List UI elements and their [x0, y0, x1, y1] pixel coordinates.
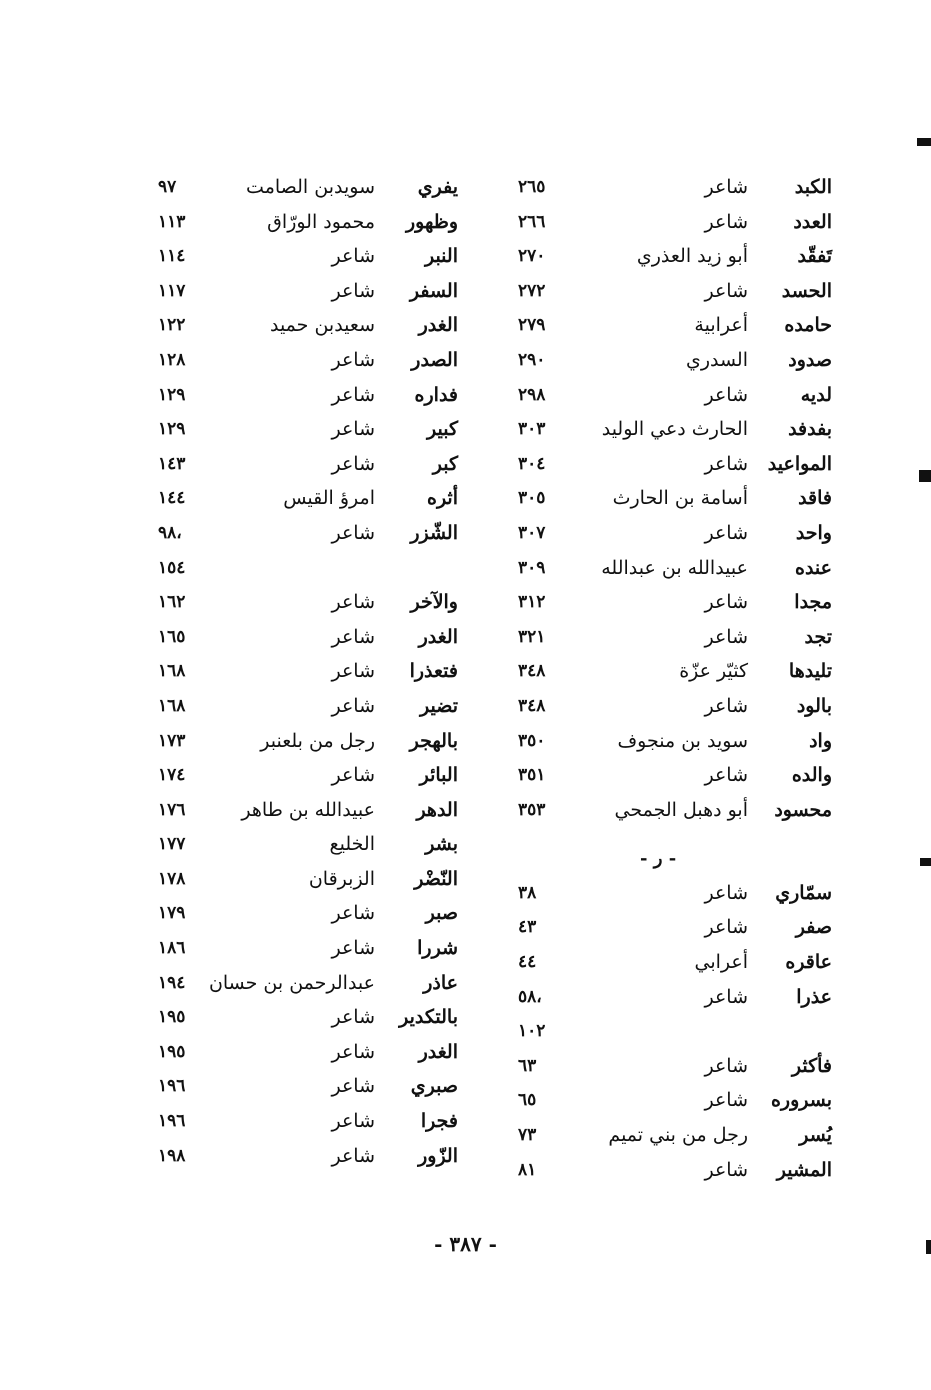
index-row [500, 585, 840, 620]
page-ref: ١٢٢ [158, 315, 186, 336]
rhyme-word: أثره [426, 487, 458, 510]
rhyme-word: الغدر [418, 314, 458, 337]
poet-name: سويد بن منجوف [617, 729, 748, 752]
poet-name: شاعر [331, 452, 375, 475]
index-row [500, 980, 840, 1015]
page-ref: ١٧٧ [158, 834, 186, 855]
page-ref: ٩٨، [158, 522, 182, 543]
rhyme-word: والده [791, 764, 832, 787]
index-row [500, 481, 840, 516]
poet-name: شاعر [331, 521, 375, 544]
page-ref: ٣٥١ [518, 765, 546, 786]
index-row [500, 689, 840, 724]
poet-name: شاعر [704, 764, 748, 787]
index-row [500, 620, 840, 655]
poet-name: شاعر [704, 176, 748, 198]
binding-mark [917, 138, 931, 146]
page-ref: ٥٨، [518, 986, 542, 1007]
rhyme-word: والآخر [410, 591, 458, 614]
index-row [140, 689, 470, 724]
index-row [140, 239, 470, 274]
page-number: - ٣٨٧ - [434, 1232, 497, 1256]
rhyme-word: تضير [420, 694, 458, 717]
page-ref: ٢٧٩ [518, 315, 546, 336]
rhyme-word: لديه [800, 383, 832, 406]
index-row [500, 412, 840, 447]
rhyme-word: وظهور [405, 210, 458, 233]
rhyme-word: فداره [414, 383, 458, 406]
index-row [140, 620, 470, 655]
index-row [140, 516, 470, 551]
index-row [500, 516, 840, 551]
poet-name: شاعر [331, 937, 375, 960]
page-ref: ٣٢١ [518, 626, 546, 647]
rhyme-word: شررا [417, 937, 458, 960]
poet-name: رجل من بلعنبر [260, 729, 375, 752]
poet-name: محمود الورّاق [267, 210, 375, 233]
page-ref: ٢٧٢ [518, 280, 546, 301]
rhyme-word: السفر [409, 279, 458, 302]
page-ref: ٩٧ [158, 177, 177, 197]
poet-name: شاعر [704, 625, 748, 648]
poet-name: رجل من بني تميم [608, 1124, 748, 1147]
page-ref: ١٢٨ [158, 349, 186, 370]
poet-name: شاعر [704, 383, 748, 406]
page-ref: ٢٩٨ [518, 384, 546, 405]
poet-name: شاعر [331, 418, 375, 441]
page-ref: ٢٧٠ [518, 246, 546, 267]
page-ref: ١٨٦ [158, 938, 186, 959]
rhyme-word: الكبد [794, 176, 832, 198]
index-row [500, 793, 840, 828]
binding-mark [926, 1240, 931, 1254]
page-ref: ١١٣ [158, 211, 186, 232]
page-ref: ٣٠٣ [518, 419, 546, 440]
poet-name: شاعر [331, 245, 375, 268]
rhyme-word: محسود [774, 798, 832, 821]
page-ref: ٣٨ [518, 882, 537, 903]
page-ref: ٤٣ [518, 917, 537, 938]
index-column-right [500, 170, 840, 1187]
index-row [140, 931, 470, 966]
rhyme-word: فأكثر [791, 1054, 832, 1077]
index-row [500, 378, 840, 413]
poet-name: شاعر [704, 1089, 748, 1112]
index-row [140, 481, 470, 516]
rhyme-word: المواعيد [767, 452, 832, 475]
page-ref: ١٦٢ [158, 592, 186, 613]
rhyme-word: صبري [410, 1075, 458, 1098]
poet-name: شاعر [331, 625, 375, 648]
page-ref: ٦٣ [518, 1055, 537, 1076]
section-heading-ra: - ر - [640, 848, 677, 869]
index-row [500, 551, 840, 586]
poet-name: شاعر [704, 521, 748, 544]
page-ref: ٣٠٩ [518, 557, 546, 578]
index-row [140, 205, 470, 240]
index-row [500, 910, 840, 945]
poet-name: عبيدالله بن عبدالله [601, 556, 748, 579]
rhyme-word: عاذر [423, 971, 458, 994]
rhyme-word: واحد [795, 521, 832, 544]
rhyme-word: الحسد [781, 279, 832, 302]
rhyme-word: سمّاري [775, 881, 832, 904]
poet-name: شاعر [331, 1075, 375, 1098]
index-column-left [140, 170, 470, 1173]
rhyme-word: النبر [424, 245, 458, 268]
page-ref: ٣٤٨ [518, 661, 546, 682]
poet-name: عبيدالله بن طاهر [241, 798, 375, 821]
rhyme-word: المشير [776, 1158, 832, 1181]
poet-name: عبدالرحمن بن حسان [208, 971, 375, 994]
index-row [500, 1083, 840, 1118]
rhyme-word: الصدر [411, 348, 458, 371]
poet-name: شاعر [331, 279, 375, 302]
page-ref: ١٩٤ [158, 972, 186, 993]
binding-mark [920, 858, 931, 866]
index-row [500, 758, 840, 793]
index-row [140, 758, 470, 793]
poet-name: امرؤ القيس [283, 487, 375, 510]
rhyme-word: كبر [432, 452, 458, 475]
index-row [140, 654, 470, 689]
rhyme-word: صدود [788, 348, 832, 371]
page-ref: ٣٤٨ [518, 695, 546, 716]
index-row [500, 1014, 840, 1049]
page-ref: ٣٠٤ [518, 453, 546, 474]
index-row [500, 1049, 840, 1084]
page-ref: ١٦٥ [158, 626, 186, 647]
index-row [500, 170, 840, 205]
rhyme-word: تَفقّد [797, 245, 832, 268]
poet-name: شاعر [331, 591, 375, 614]
page-ref: ١٧٤ [158, 765, 186, 786]
poet-name: سعيدبن حميد [269, 314, 375, 337]
index-row [140, 412, 470, 447]
rhyme-word: صفر [795, 916, 832, 939]
page-ref: ١٥٤ [158, 557, 186, 578]
index-row [500, 724, 840, 759]
index-row [140, 1104, 470, 1139]
rhyme-word: الدهر [416, 798, 458, 821]
poet-name: سويدبن الصامت [246, 176, 375, 198]
index-row [140, 447, 470, 482]
rhyme-word: بالتكدير [399, 1006, 458, 1029]
page-ref: ١٤٤ [158, 488, 186, 509]
index-row [140, 1000, 470, 1035]
index-row [140, 896, 470, 931]
page-ref: ٢٦٥ [518, 177, 546, 197]
page-ref: ٧٣ [518, 1125, 537, 1146]
rhyme-word: تجد [804, 625, 832, 648]
index-row [140, 308, 470, 343]
page-ref: ٢٩٠ [518, 349, 546, 370]
index-row [140, 170, 470, 205]
index-row [500, 945, 840, 980]
index-row [140, 343, 470, 378]
index-row [140, 1035, 470, 1070]
rhyme-word: مجدا [794, 591, 832, 614]
poet-name: كثيّر عزّة [679, 660, 748, 683]
poet-name: أعرابية [694, 314, 748, 337]
poet-name: شاعر [331, 660, 375, 683]
poet-name: شاعر [704, 210, 748, 233]
poet-name: أبو زيد العذري [636, 245, 748, 268]
page-ref: ١٧٣ [158, 730, 186, 751]
poet-name: أبو دهبل الجمحي [614, 798, 748, 821]
poet-name: شاعر [704, 916, 748, 939]
rhyme-word: البائر [419, 764, 458, 787]
poet-name: شاعر [331, 764, 375, 787]
page-ref: ١٩٦ [158, 1111, 186, 1132]
rhyme-word: حامده [784, 314, 832, 337]
index-row [140, 378, 470, 413]
index-row [500, 274, 840, 309]
poet-name: شاعر [331, 383, 375, 406]
page-ref: ٤٤ [518, 952, 537, 973]
poet-name: أعرابي [694, 951, 748, 974]
poet-name: شاعر [331, 694, 375, 717]
rhyme-word: الشّزر [410, 521, 458, 544]
rhyme-word: بسروره [770, 1089, 832, 1112]
rhyme-word: الزّور [418, 1144, 458, 1167]
poet-name: شاعر [704, 694, 748, 717]
rhyme-word: بشر [425, 833, 458, 856]
poet-name: شاعر [704, 591, 748, 614]
rhyme-word: يُسر [799, 1124, 832, 1147]
rhyme-word: الغدر [418, 1040, 458, 1063]
index-row [140, 274, 470, 309]
index-row [500, 447, 840, 482]
rhyme-word: النّضْر [414, 867, 458, 890]
rhyme-word: عذرا [796, 985, 832, 1008]
page-ref: ١٧٨ [158, 868, 186, 889]
page-ref: ١٩٥ [158, 1007, 186, 1028]
page-ref: ١٢٩ [158, 384, 186, 405]
poet-name: شاعر [704, 1054, 748, 1077]
index-row [500, 876, 840, 911]
rhyme-word: فجرا [420, 1110, 458, 1133]
poet-name: شاعر [331, 348, 375, 371]
page-ref: ١٦٨ [158, 661, 186, 682]
index-row [500, 205, 840, 240]
poet-name: الزبرقان [308, 867, 375, 890]
rhyme-word: العدد [793, 210, 832, 233]
page-ref: ١٩٥ [158, 1041, 186, 1062]
poet-name: شاعر [331, 1144, 375, 1167]
poet-name: شاعر [704, 1158, 748, 1181]
index-row [140, 862, 470, 897]
poet-name: شاعر [704, 279, 748, 302]
rhyme-word: عاقره [785, 951, 832, 974]
index-row [140, 551, 470, 586]
rhyme-word: بفدفد [788, 418, 832, 441]
rhyme-word: فاقد [798, 487, 832, 510]
index-row [140, 724, 470, 759]
poet-name: شاعر [704, 452, 748, 475]
poet-name: شاعر [331, 1110, 375, 1133]
index-row [140, 1139, 470, 1174]
page-ref: ١٢٩ [158, 419, 186, 440]
page-ref: ٣٠٧ [518, 522, 546, 543]
index-row [500, 343, 840, 378]
rhyme-word: فتعذرا [409, 660, 458, 683]
page-ref: ١٧٩ [158, 903, 186, 924]
binding-mark [919, 470, 931, 482]
rhyme-word: تليدها [788, 660, 832, 683]
rhyme-word: عنده [795, 556, 832, 579]
poet-name: شاعر [331, 902, 375, 925]
poet-name: شاعر [704, 881, 748, 904]
page-ref: ٣١٢ [518, 592, 546, 613]
poet-name: شاعر [704, 985, 748, 1008]
page-ref: ١٤٣ [158, 453, 186, 474]
index-row [140, 827, 470, 862]
rhyme-word: الغدر [418, 625, 458, 648]
page-ref: ٣٥٠ [518, 730, 546, 751]
rhyme-word: واد [809, 729, 832, 752]
index-row [140, 585, 470, 620]
page-ref: ٣٥٣ [518, 799, 546, 820]
page-ref: ٣٠٥ [518, 488, 546, 509]
rhyme-word: كبير [427, 418, 458, 441]
page-ref: ١١٧ [158, 280, 186, 301]
poet-name: شاعر [331, 1006, 375, 1029]
rhyme-word: يفري [417, 176, 458, 198]
page-ref: ١٧٦ [158, 799, 186, 820]
index-row [500, 1153, 840, 1188]
index-row [140, 793, 470, 828]
index-row [500, 1118, 840, 1153]
rhyme-word: صبر [425, 902, 458, 925]
index-row [500, 654, 840, 689]
page-ref: ٢٦٦ [518, 211, 546, 232]
rhyme-word: بالود [796, 694, 832, 717]
page-ref: ١١٤ [158, 246, 186, 267]
page-ref: ١٦٨ [158, 695, 186, 716]
poet-name: شاعر [331, 1040, 375, 1063]
index-row [500, 308, 840, 343]
poet-name: السدري [685, 348, 748, 371]
index-row [500, 239, 840, 274]
page-ref: ١٠٢ [518, 1021, 546, 1042]
poet-name: أسامة بن الحارث [612, 487, 748, 510]
page-ref: ١٩٨ [158, 1145, 186, 1166]
page-ref: ٦٥ [518, 1090, 537, 1111]
rhyme-word: بالهجر [409, 729, 458, 752]
index-row [140, 966, 470, 1001]
page-ref: ٨١ [518, 1159, 537, 1180]
page-ref: ١٩٦ [158, 1076, 186, 1097]
poet-name: الخليع [329, 833, 375, 856]
poet-name: الحارث دعي الوليد [601, 418, 748, 441]
index-row [140, 1069, 470, 1104]
